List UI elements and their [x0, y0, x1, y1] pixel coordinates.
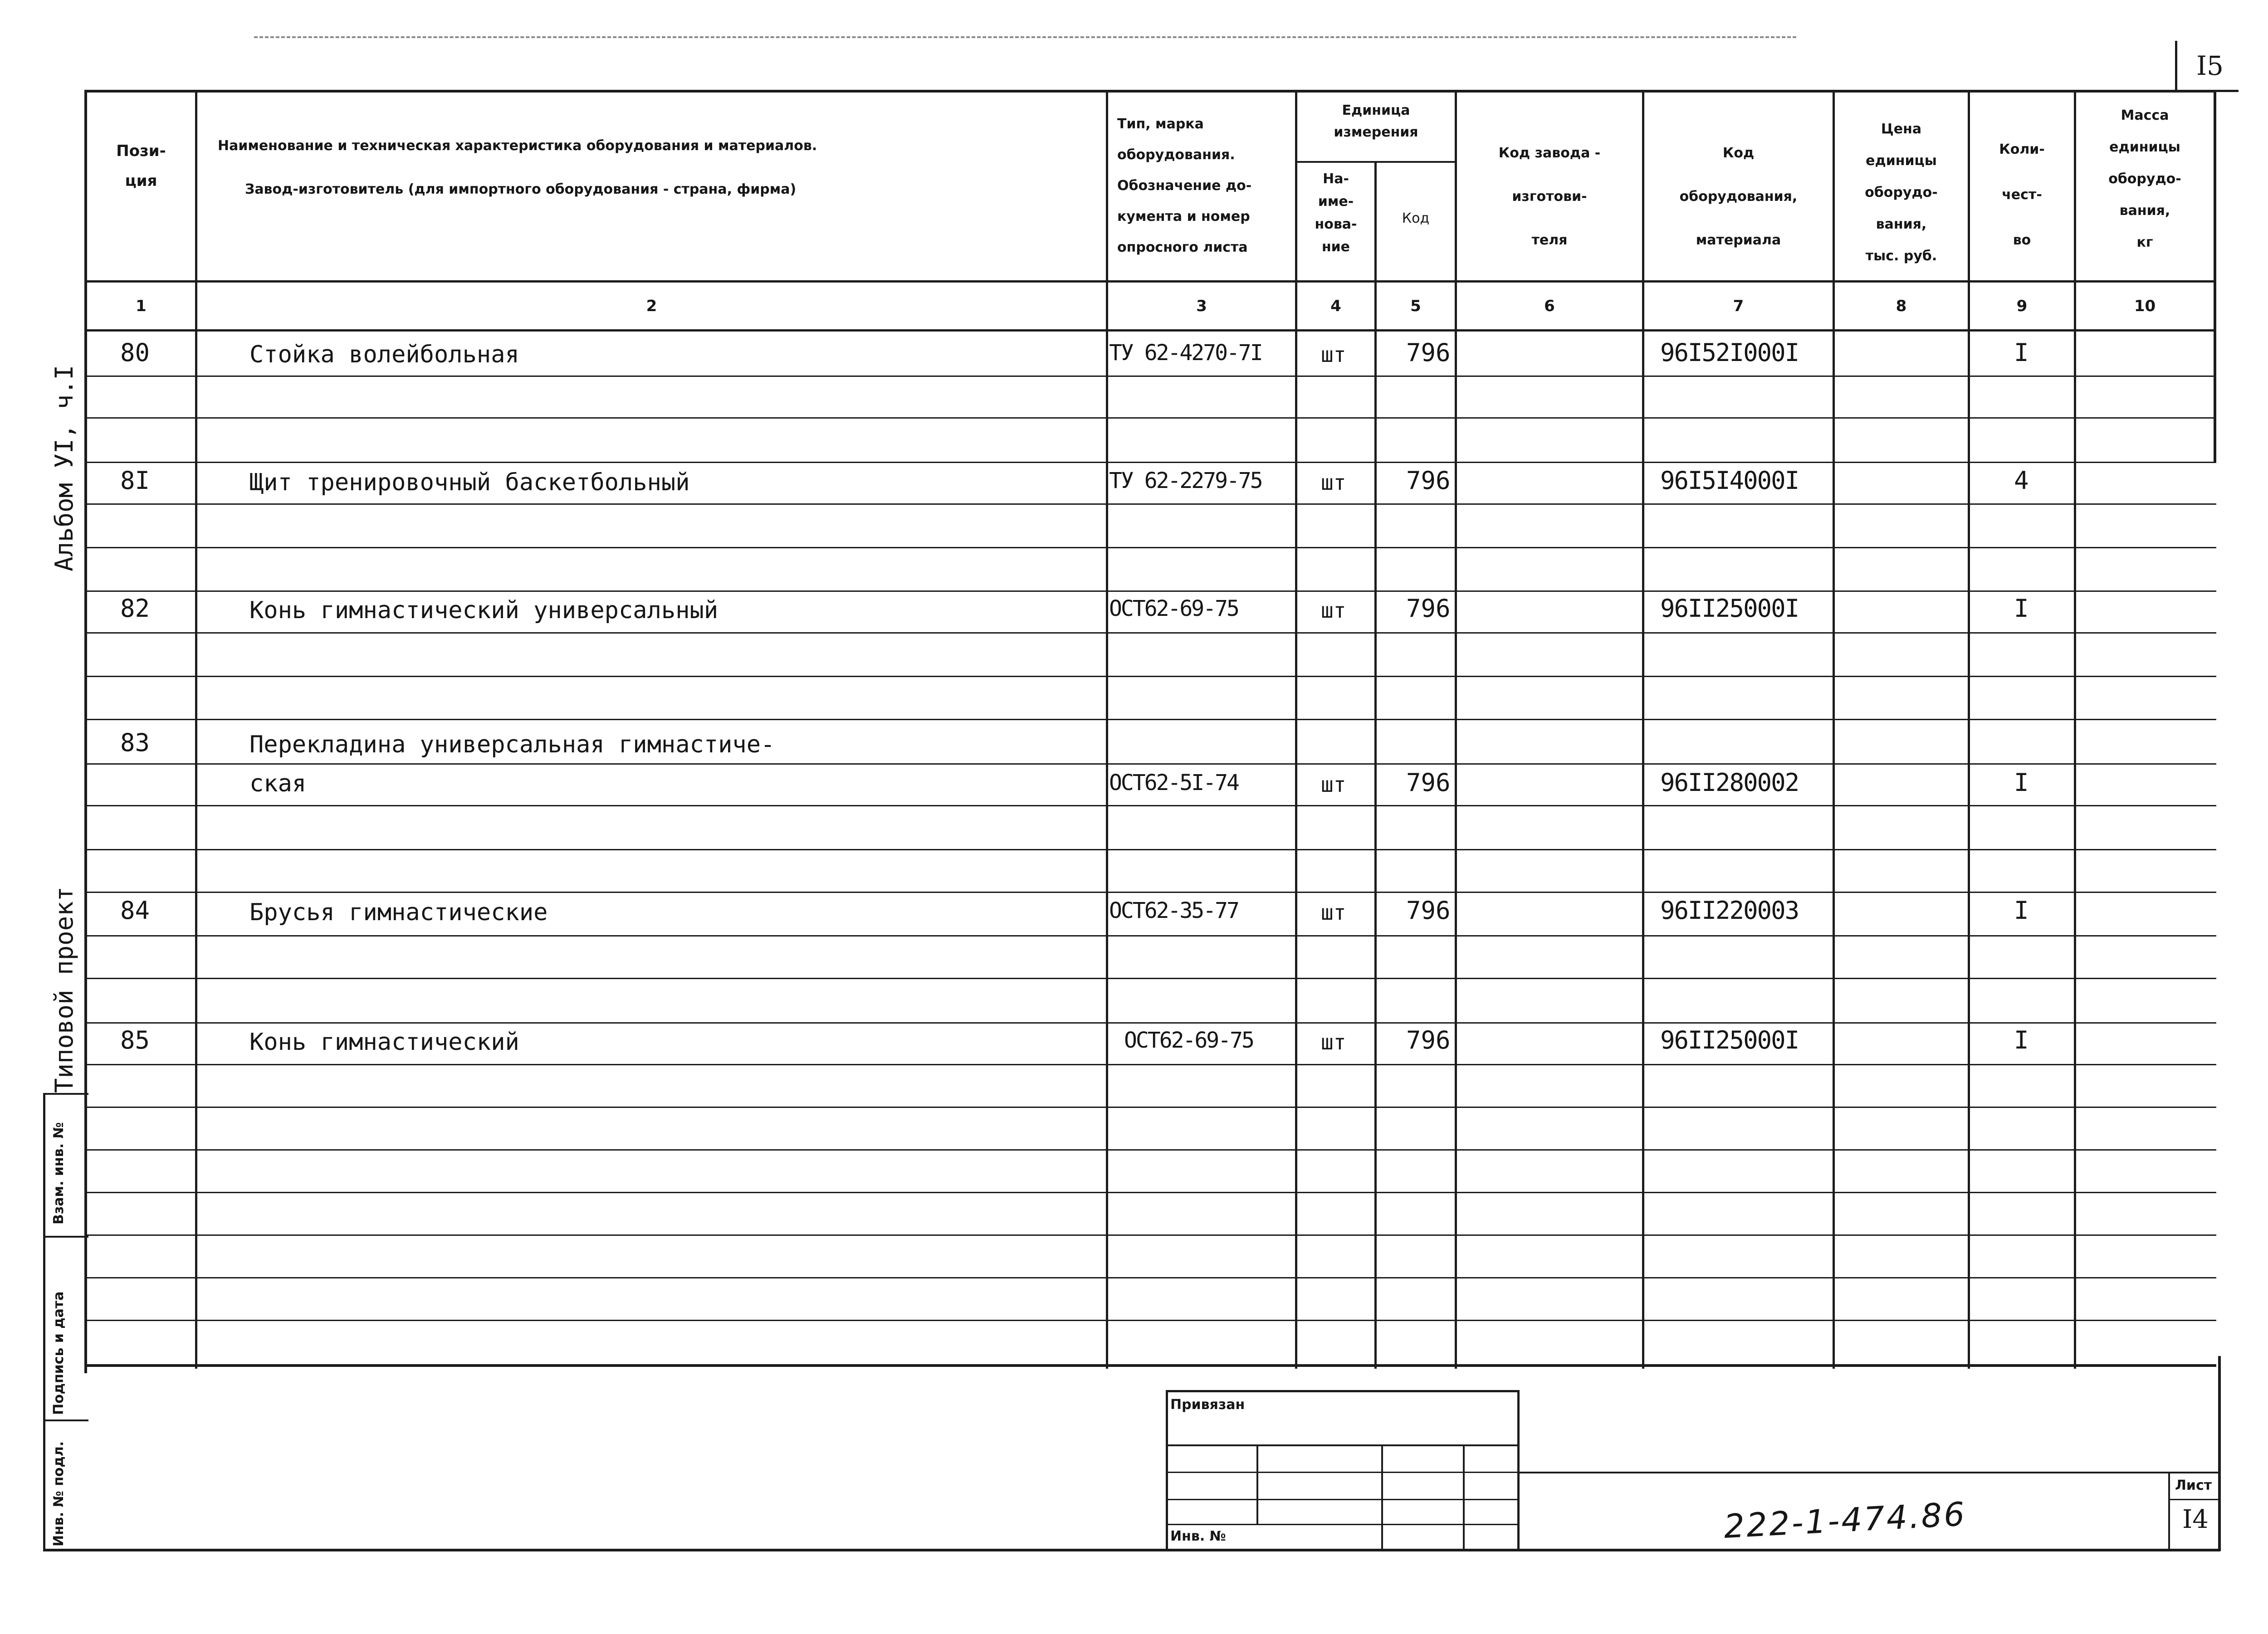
row-unit-code: 796 [1406, 896, 1451, 925]
row-qty: I [2014, 594, 2029, 623]
row-unit-code: 796 [1406, 466, 1451, 495]
row-qty: I [2014, 896, 2029, 925]
row-name: Перекладина универсальная гимнастиче- [249, 731, 775, 758]
row-name-continuation: ская [249, 770, 307, 797]
column-number: 5 [1410, 297, 1421, 315]
project-label: Типовой проект [50, 886, 78, 1093]
row-unit: шт [1321, 470, 1346, 495]
row-unit-code: 796 [1406, 768, 1451, 797]
row-code: 96I52I000I [1660, 338, 1799, 367]
row-unit: шт [1321, 1030, 1346, 1054]
row-type: ТУ 62-2279-75 [1109, 468, 1262, 493]
row-type: ОСТ62-35-77 [1109, 898, 1238, 923]
row-qty: I [2014, 1026, 2029, 1054]
header-col10: Масса единицы оборудо- вания, кг [2108, 107, 2181, 250]
row-type: ОСТ62-5I-74 [1109, 770, 1238, 795]
row-name: Щит тренировочный баскетбольный [249, 469, 690, 496]
privyazan-label: Привязан [1170, 1397, 1245, 1413]
header-col2: Наименование и техническая характеристика оборудования и материалов. Завод-изготовитель (для импортного оборудования - страна, фирма) [218, 138, 817, 197]
header-col7: Код оборудования, материала [1679, 145, 1798, 248]
column-number: 3 [1196, 297, 1207, 315]
header-unit-group: Единица измерения [1334, 102, 1418, 140]
row-position: 80 [120, 338, 150, 367]
row-unit: шт [1321, 772, 1346, 797]
row-qty: I [2014, 768, 2029, 797]
header-col6: Код завода - изготови- теля [1498, 145, 1601, 248]
column-number: 9 [2016, 297, 2028, 315]
row-name: Конь гимнастический универсальный [249, 597, 719, 624]
row-code: 96II280002 [1660, 768, 1799, 797]
column-number: 1 [136, 297, 147, 315]
album-label: Альбом УI, ч.I [50, 365, 78, 571]
column-number: 7 [1733, 297, 1744, 315]
row-code: 96I5I4000I [1660, 466, 1799, 495]
stamp-label-inv-original: Инв. № подл. [51, 1441, 67, 1546]
row-type: ТУ 62-4270-7I [1109, 340, 1262, 366]
header-col3: Тип, марка оборудования. Обозначение до- кумента и номер опросного листа [1117, 116, 1252, 255]
page-number: I5 [2196, 50, 2224, 81]
column-number: 8 [1896, 297, 1907, 315]
row-position: 84 [120, 896, 150, 925]
column-number: 6 [1544, 297, 1555, 315]
row-name: Конь гимнастический [249, 1029, 519, 1056]
row-type: ОСТ62-69-75 [1109, 596, 1238, 621]
row-unit-code: 796 [1406, 1026, 1451, 1054]
row-unit: шт [1321, 900, 1346, 925]
header-col1: Пози- ция [116, 142, 166, 190]
row-unit: шт [1321, 342, 1346, 367]
header-col4: На- име- нова- ние [1315, 171, 1357, 255]
row-unit-code: 796 [1406, 338, 1451, 367]
sheet-label: Лист [2175, 1478, 2212, 1493]
row-unit: шт [1321, 598, 1346, 623]
column-number: 10 [2134, 297, 2156, 315]
row-qty: I [2014, 338, 2029, 367]
row-code: 96II220003 [1660, 896, 1799, 925]
top-dashes [254, 36, 1796, 38]
row-name: Брусья гимнастические [249, 899, 548, 926]
header-col8: Цена единицы оборудо- вания, тыс. руб. [1865, 121, 1938, 264]
stamp-label-replaced-inv: Взам. инв. № [51, 1122, 67, 1224]
row-name: Стойка волейбольная [249, 341, 519, 368]
row-code: 96II25000I [1660, 594, 1799, 623]
header-col5: Код [1402, 210, 1430, 226]
sheet-number: I4 [2182, 1505, 2209, 1534]
row-position: 82 [120, 594, 150, 623]
row-code: 96II25000I [1660, 1026, 1799, 1054]
document-number: 222-1-474.86 [1723, 1495, 1967, 1546]
column-number: 4 [1330, 297, 1341, 315]
row-position: 8I [120, 466, 150, 495]
header-col9: Коли- чест- во [1999, 141, 2045, 248]
row-position: 85 [120, 1026, 150, 1054]
stamp-label-signature-date: Подпись и дата [51, 1291, 67, 1415]
row-unit-code: 796 [1406, 594, 1451, 623]
column-number: 2 [646, 297, 657, 315]
row-type: ОСТ62-69-75 [1124, 1028, 1253, 1053]
inv-no-label: Инв. № [1170, 1528, 1226, 1544]
row-position: 83 [120, 728, 150, 757]
row-qty: 4 [2014, 466, 2029, 495]
